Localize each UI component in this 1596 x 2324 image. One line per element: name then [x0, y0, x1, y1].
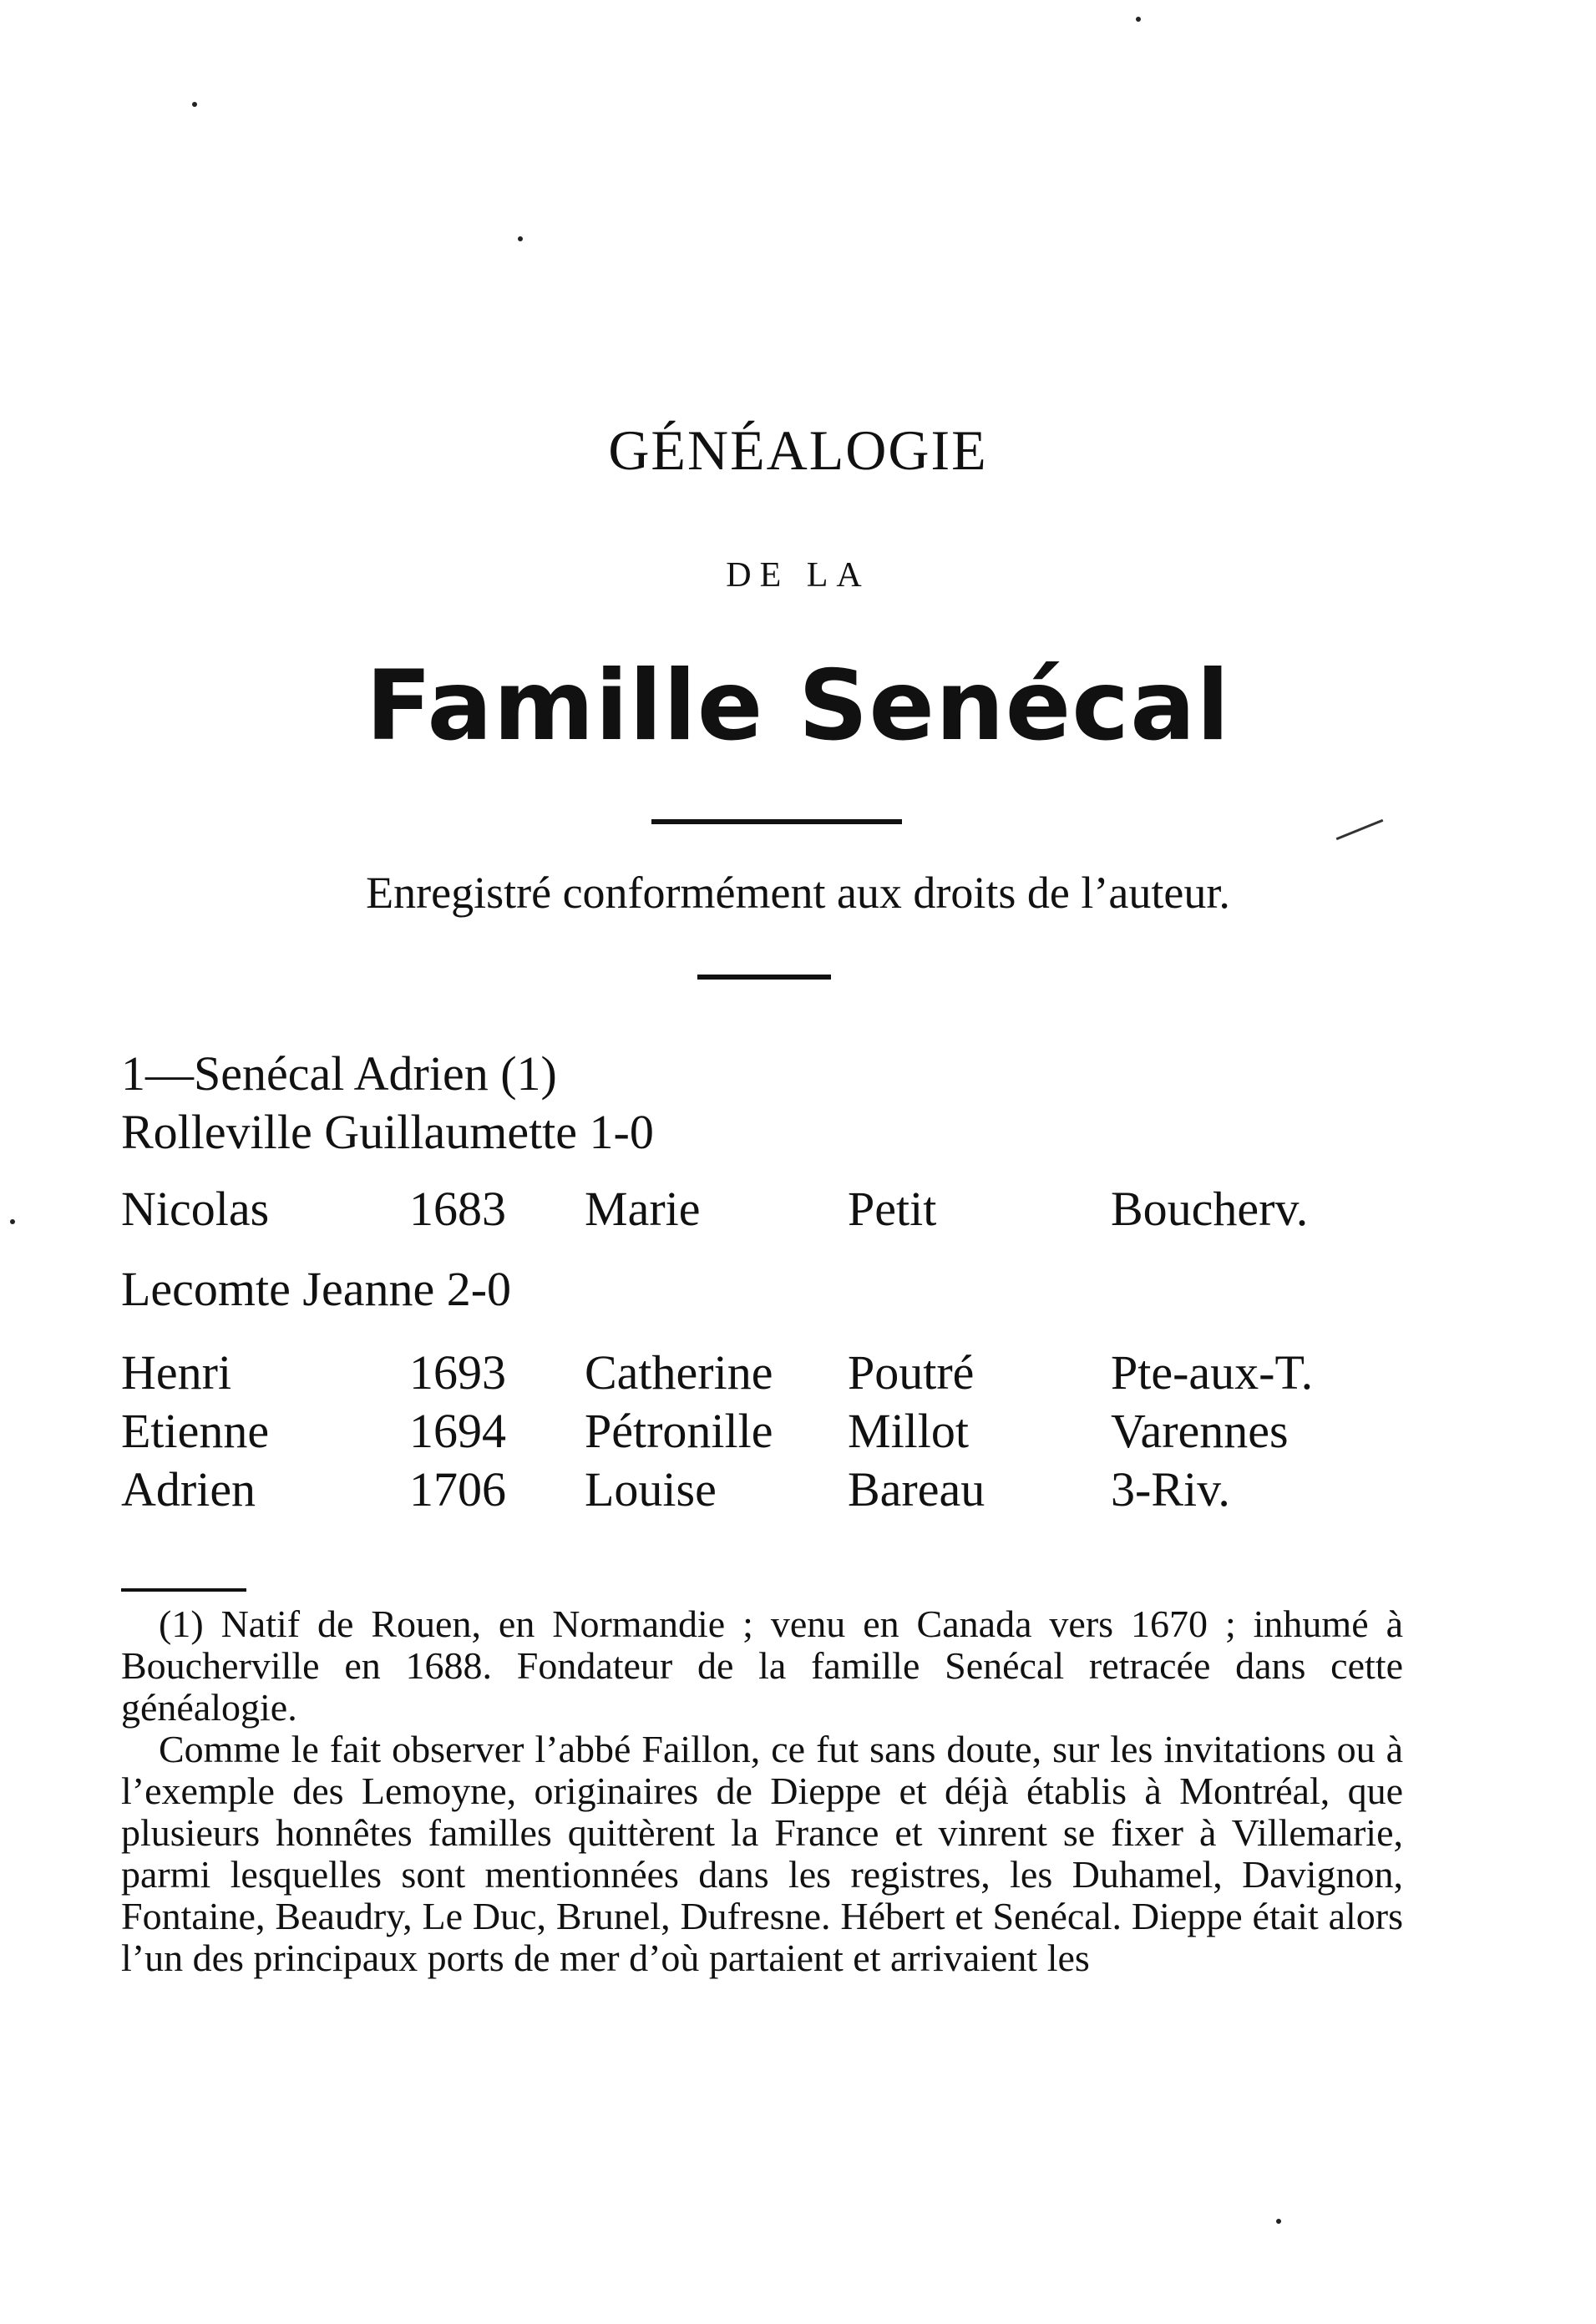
footnote: [121, 1603, 1403, 1979]
spouse-last-name: Millot: [848, 1404, 970, 1458]
notice-rule: [697, 975, 831, 980]
marriage-year: 1683: [409, 1182, 506, 1236]
ink-speck: [1136, 17, 1141, 22]
spouse-last-name: Petit: [848, 1182, 937, 1236]
table-row: [0, 1181, 1596, 1238]
marriage-year: 1694: [409, 1404, 506, 1458]
footnote-paragraph: (1) Natif de Rouen, en Normandie ; venu en Canada vers 1670 ; inhumé à Boucherville en 1688. Fondateur de la famille Senécal retracée dans cette généalogie.: [121, 1602, 1403, 1729]
table-row: [0, 1344, 1596, 1401]
spouse-last-name: Poutré: [848, 1345, 975, 1400]
second-spouse-line: Lecomte Jeanne 2-0: [121, 1262, 512, 1316]
child-name: Henri: [121, 1345, 232, 1400]
table-row: [0, 1403, 1596, 1460]
pencil-mark: [1336, 819, 1384, 840]
ink-speck: [192, 102, 197, 107]
ancestor-line: 1—Senécal Adrien (1): [121, 1046, 557, 1101]
child-name: Etienne: [121, 1404, 270, 1458]
spouse-first-name: Pétronille: [585, 1404, 773, 1458]
ink-speck: [1276, 2219, 1281, 2224]
genealogy-heading: GÉNÉALOGIE: [608, 418, 988, 482]
spouse-first-name: Marie: [585, 1182, 701, 1236]
marriage-place: Boucherv.: [1111, 1182, 1309, 1236]
footnote-paragraph: Comme le fait observer l’abbé Faillon, ce fut sans doute, sur les invitations ou à l’exemple des Lemoyne, originaires de Dieppe et déjà établis à Montréal, que plusieurs honnêtes familles quittèrent la France et vinrent se fixer à Villemarie, parmi lesquelles sont mentionnées dans les registres, les Duhamel, Davignon, Fontaine, Beaudry, Le Duc, Brunel, Dufresne. Hébert et Senécal. Dieppe était alors l’un des principaux ports de mer d’où partaient et arrivaient les: [121, 1728, 1403, 1979]
ink-speck: [518, 236, 523, 241]
marriage-place: Varennes: [1111, 1404, 1289, 1458]
child-name: Nicolas: [121, 1182, 270, 1236]
copyright-notice: Enregistré conformément aux droits de l’auteur.: [366, 868, 1230, 918]
marriage-year: 1693: [409, 1345, 506, 1400]
family-title: Famille Senécal: [365, 650, 1231, 762]
marriage-place: Pte-aux-T.: [1111, 1345, 1314, 1400]
marriage-place: 3-Riv.: [1111, 1462, 1230, 1516]
footnote-rule: [121, 1588, 246, 1592]
title-rule: [651, 819, 902, 824]
spouse-first-name: Catherine: [585, 1345, 773, 1400]
table-row: [0, 1461, 1596, 1518]
spouse-line: Rolleville Guillaumette 1-0: [121, 1105, 654, 1159]
genealogy-subheading: DE LA: [726, 556, 870, 595]
marriage-year: 1706: [409, 1462, 506, 1516]
child-name: Adrien: [121, 1462, 256, 1516]
spouse-first-name: Louise: [585, 1462, 717, 1516]
spouse-last-name: Bareau: [848, 1462, 985, 1516]
